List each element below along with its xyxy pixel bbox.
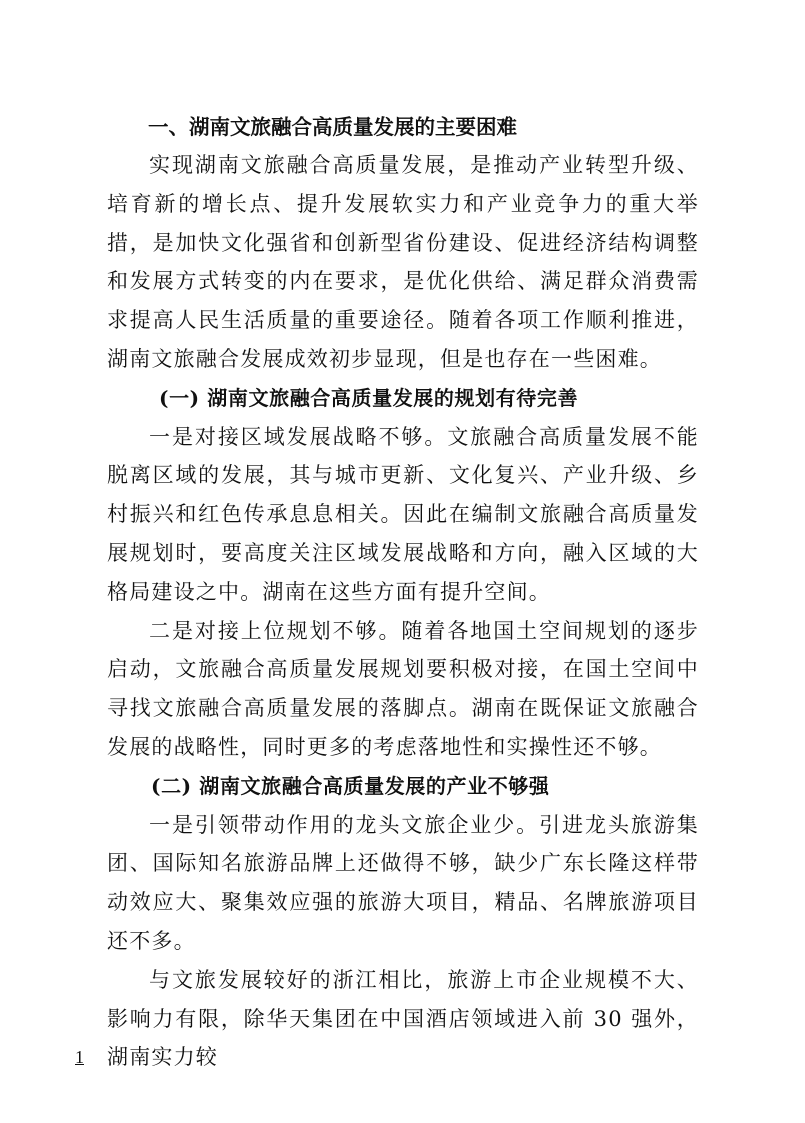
page-number: 1	[75, 1047, 84, 1067]
section-1-heading: (一) 湖南文旅融合高质量发展的规划有待完善	[159, 385, 579, 410]
document-body	[107, 108, 699, 1077]
section-2-paragraph-1: 一是引领带动作用的龙头文旅企业少。引进龙头旅游集团、国际知名旅游品牌上还做得不够，缺少广东长隆这样带动效应大、聚集效应强的旅游大项目，精品、名牌旅游项目还不多。	[107, 812, 699, 953]
section-1-paragraph-2: 二是对接上位规划不够。随着各地国土空间规划的逐步启动，文旅融合高质量发展规划要积极对接，在国土空间中寻找文旅融合高质量发展的落脚点。湖南在既保证文旅融合发展的战略性，同时更多的考虑落地性和实操性还不够。	[107, 618, 699, 759]
section-1-paragraph-1: 一是对接区域发展战略不够。文旅融合高质量发展不能脱离区域的发展，其与城市更新、文化复兴、产业升级、乡村振兴和红色传承息息相关。因此在编制文旅融合高质量发展规划时，要高度关注区域发展战略和方向，融入区域的大格局建设之中。湖南在这些方面有提升空间。	[107, 424, 699, 604]
main-heading: 一、湖南文旅融合高质量发展的主要困难	[148, 115, 517, 139]
intro-paragraph: 实现湖南文旅融合高质量发展，是推动产业转型升级、培育新的增长点、提升发展软实力和产业竞争力的重大举措，是加快文化强省和创新型省份建设、促进经济结构调整和发展方式转变的内在要求，是优化供给、满足群众消费需求提高人民生活质量的重要途径。随着各项工作顺利推进，湖南文旅融合发展成效初步显现，但是也存在一些困难。	[107, 153, 699, 371]
section-2-heading: (二) 湖南文旅融合高质量发展的产业不够强	[151, 773, 550, 798]
section-2-paragraph-2: 与文旅发展较好的浙江相比，旅游上市企业规模不大、影响力有限，除华天集团在中国酒店领域进入前 30 强外，湖南实力较	[107, 967, 699, 1070]
